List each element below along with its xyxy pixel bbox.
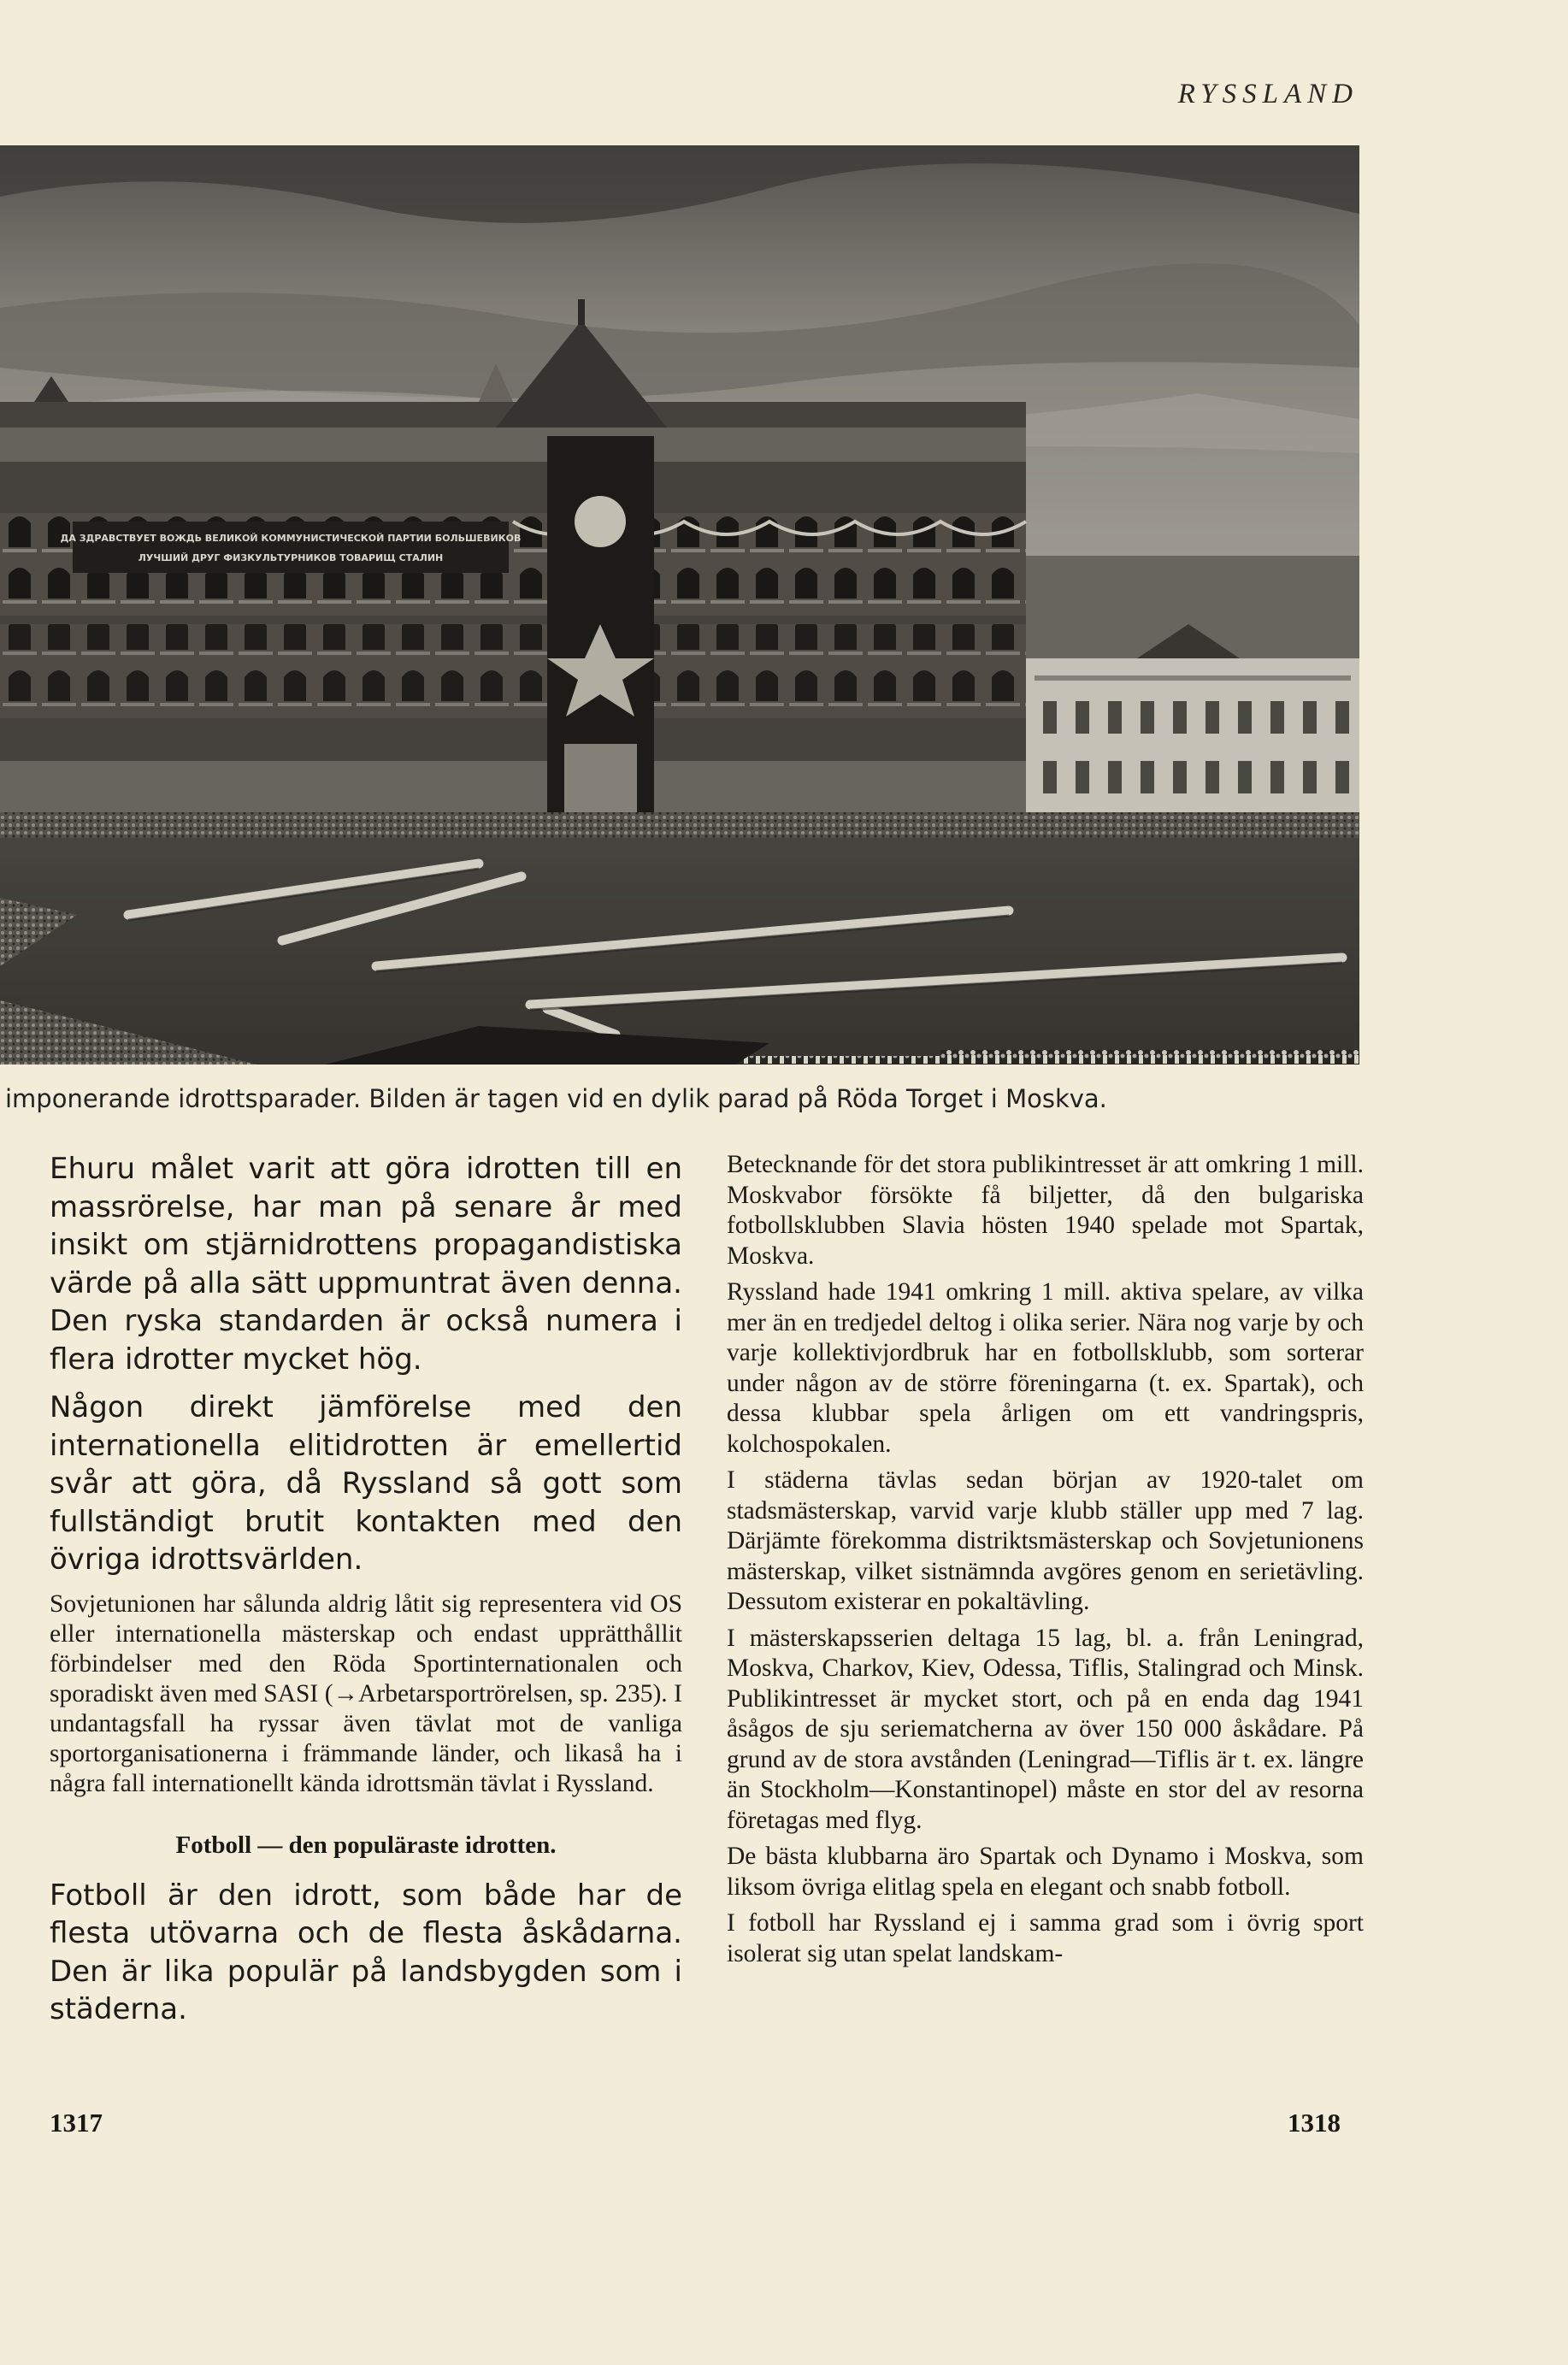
section-subheading: Fotboll — den populäraste idrotten. — [175, 1831, 557, 1859]
left-paragraph-2: Någon direkt jämförelse med den internationella elitidrotten är emellertid svår att göra, då Ryssland så gott som fullständigt brutit kontakten med den övriga idrottsvärlden. — [50, 1390, 682, 1577]
right-column — [727, 1150, 1364, 1975]
left-paragraph-4: Fotboll är den idrott, som både har de flesta utövarna och de flesta åskådarna. Den är lika populär på landsbygden som i städerna. — [50, 1878, 682, 2026]
left-paragraph-1: Ehuru målet varit att göra idrotten till en massrörelse, har man på senare år med insikt om stjärnidrottens propagandistiska värde på alla sätt uppmuntrat även denna. Den ryska standarden är också numera i flera idrotter mycket hög. — [50, 1152, 682, 1377]
right-paragraph-5: De bästa klubbarna äro Spartak och Dynamo i Moskva, som liksom övriga elitlag spela en elegant och snabb fotboll. — [727, 1843, 1364, 1901]
banner-line-1: ДА ЗДРАВСТВУЕТ ВОЖДЬ ВЕЛИКОЙ КОММУНИСТИЧЕСКОЙ ПАРТИИ БОЛЬШЕВИКОВ — [60, 533, 522, 544]
parade-photo-illustration — [0, 145, 1359, 1065]
right-paragraph-4: I mästerskapsserien deltaga 15 lag, bl. a. från Leningrad, Moskva, Charkov, Kiev, Odessa, Tiflis, Stalingrad och Minsk. Publikintresset är mycket stort, och på en enda dag 1941 åsågos de sju seriematcherna av över 150 000 åskådare. På grund av de stora avstånden (Leningrad—Tiflis är t. ex. längre än Stockholm—Konstantinopel) måste en stor del av resorna företagas med flyg. — [727, 1624, 1364, 1834]
page-number-left: 1317 — [50, 2108, 103, 2138]
left-paragraph-3: Sovjetunionen har sålunda aldrig låtit sig representera vid OS eller internationella mästerskap och endast upprätthållit förbindelser med den Röda Sportinternationalen och sporadiskt även med SASI (→Arbetarsportrörelsen, sp. 235). I undantagsfall ha ryssar även tävlat mot de vanliga sportorganisationerna i främmande länder, och likaså ha i några fall internationellt kända idrottsmän tävlat i Ryssland. — [50, 1589, 682, 1797]
photo-caption: imponerande idrottsparader. Bilden är tagen vid en dylik parad på Röda Torget i Moskva. — [5, 1084, 1107, 1113]
left-column — [50, 1150, 682, 2039]
right-paragraph-1: Betecknande för det stora publikintresset är att omkring 1 mill. Moskvabor försökte få biljetter, då den bulgariska fotbollsklubben Slavia hösten 1940 spelade mot Spartak, Moskva. — [727, 1151, 1364, 1270]
parade-photograph — [0, 145, 1359, 1065]
right-paragraph-2: Ryssland hade 1941 omkring 1 mill. aktiva spelare, av vilka mer än en tredjedel deltog i olika serier. Nära nog varje by och varje kollektivjordbruk har en fotbollsklubb, som sorterar under någon av de större föreningarna (t. ex. Spartak), och dessa klubbar spela årligen om ett vandringspris, kolchospokalen. — [727, 1278, 1364, 1458]
running-head: RYSSLAND — [1177, 79, 1359, 109]
banner-line-2: ЛУЧШИЙ ДРУГ ФИЗКУЛЬТУРНИКОВ ТОВАРИЩ СТАЛИН — [138, 552, 444, 563]
page-number-right: 1318 — [1288, 2108, 1341, 2138]
right-paragraph-3: I städerna tävlas sedan början av 1920-talet om stadsmästerskap, varvid varje klubb ställer upp med 7 lag. Därjämte förekomma distriktsmästerskap och Sovjetunionens mästerskap, vilket sistnämnda avgöres genom en serietävling. Dessutom existerar en pokaltävling. — [727, 1466, 1364, 1615]
right-paragraph-6: I fotboll har Ryssland ej i samma grad som i övrig sport isolerat sig utan spelat landskam- — [727, 1909, 1364, 1967]
